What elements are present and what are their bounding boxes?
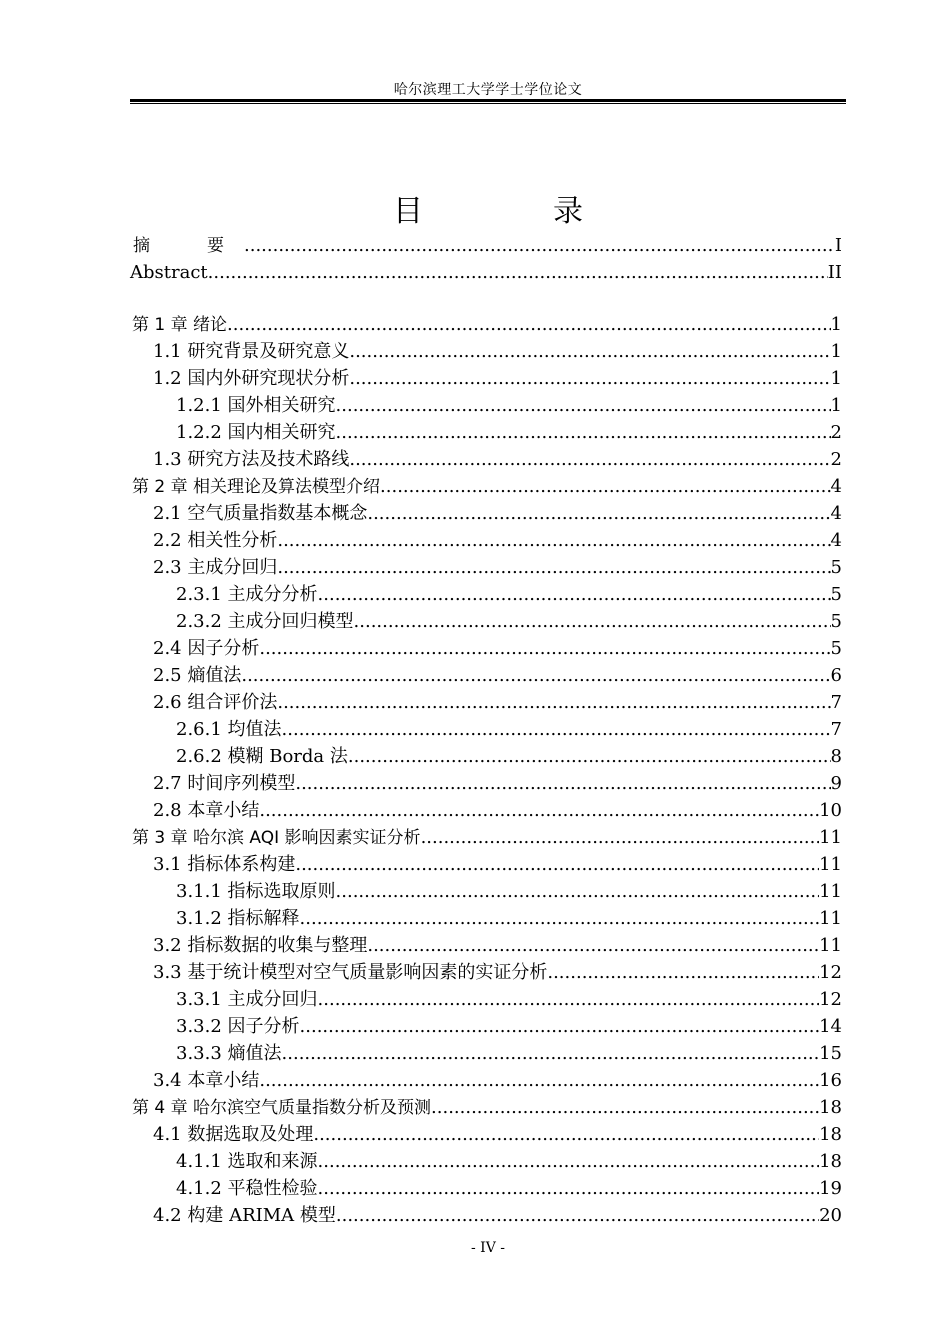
toc-entry[interactable] (130, 1040, 842, 1067)
toc-entry-page: I (834, 235, 842, 256)
page-number: - IV - (470, 1240, 505, 1256)
toc-entry-page: 11 (819, 935, 842, 956)
toc-entry[interactable] (130, 608, 842, 635)
toc-spacer (130, 286, 842, 311)
toc-entry[interactable] (130, 311, 842, 338)
toc-dot-leader (380, 473, 831, 500)
toc-entry-label: 4.1 数据选取及处理 (153, 1124, 314, 1145)
toc-dot-leader (259, 1067, 819, 1094)
toc-entry-page: 1 (830, 368, 842, 389)
toc-entry-page: 7 (830, 719, 842, 740)
toc-entry[interactable] (130, 662, 842, 689)
toc-entry-label: 摘 要 (133, 236, 244, 256)
toc-dot-leader (295, 851, 819, 878)
toc-entry-page: 11 (819, 908, 842, 929)
toc-entry-label: 3.1.2 指标解释 (176, 908, 300, 929)
toc-entry[interactable] (130, 716, 842, 743)
toc-entry-page: 4 (830, 530, 842, 551)
toc-entry[interactable] (130, 1175, 842, 1202)
toc-dot-leader (336, 392, 831, 419)
toc-entry-label: 2.3 主成分回归 (153, 557, 278, 578)
toc-dot-leader (354, 608, 831, 635)
toc-dot-leader (547, 959, 819, 986)
toc-dot-leader (277, 554, 830, 581)
toc-dot-leader (349, 365, 830, 392)
toc-entry-page: 8 (830, 746, 842, 767)
toc-entry-label: 1.3 研究方法及技术路线 (153, 449, 350, 470)
toc-entry-label: 3.2 指标数据的收集与整理 (153, 935, 368, 956)
toc-dot-leader (277, 527, 830, 554)
toc-entry-page: 4 (830, 476, 842, 497)
toc-entry-label: 3.3.2 因子分析 (176, 1016, 300, 1037)
toc-entry-page: 6 (830, 665, 842, 686)
toc-entry-page: 11 (819, 881, 842, 902)
toc-entry[interactable] (130, 932, 842, 959)
toc-dot-leader (336, 1202, 819, 1229)
toc-entry-label: 3.4 本章小结 (153, 1070, 260, 1091)
toc-entry-page: 19 (819, 1178, 842, 1199)
toc-entry-label: 2.3.2 主成分回归模型 (176, 611, 354, 632)
toc-entry[interactable] (130, 419, 842, 446)
toc-dot-leader (336, 878, 820, 905)
toc-dot-leader (318, 1175, 820, 1202)
toc-entry[interactable] (130, 878, 842, 905)
toc-entry-page: 15 (819, 1043, 842, 1064)
toc-entry[interactable] (130, 338, 842, 365)
toc-dot-leader (367, 500, 830, 527)
toc-dot-leader (244, 232, 835, 259)
toc-entry-page: 2 (830, 422, 842, 443)
toc-dot-leader (241, 662, 830, 689)
toc-dot-leader (349, 446, 830, 473)
table-of-contents (130, 232, 842, 1229)
toc-entry-page: 11 (819, 827, 842, 848)
toc-entry-page: 5 (830, 584, 842, 605)
toc-dot-leader (318, 1148, 820, 1175)
toc-entry-page: 14 (819, 1016, 842, 1037)
running-header: 哈尔滨理工大学学士学位论文 (393, 82, 583, 98)
toc-entry-label: 1.2.1 国外相关研究 (176, 395, 336, 416)
toc-entry[interactable] (130, 824, 842, 851)
toc-dot-leader (259, 797, 819, 824)
toc-entry[interactable] (130, 365, 842, 392)
toc-dot-leader (300, 1013, 820, 1040)
toc-entry-label: 4.1.2 平稳性检验 (176, 1178, 318, 1199)
toc-dot-leader (282, 1040, 820, 1067)
toc-entry-label: 第 3 章 哈尔滨 AQI 影响因素实证分析 (132, 828, 421, 848)
toc-dot-leader (336, 419, 831, 446)
toc-entry[interactable] (130, 1121, 842, 1148)
toc-entry-label: Abstract (130, 262, 208, 283)
toc-entry[interactable] (130, 986, 842, 1013)
toc-entry-page: 2 (830, 449, 842, 470)
toc-entry-page: 10 (819, 800, 842, 821)
toc-entry-page: 18 (819, 1151, 842, 1172)
toc-entry[interactable] (130, 743, 842, 770)
toc-entry[interactable] (130, 1013, 842, 1040)
toc-dot-leader (367, 932, 819, 959)
toc-entry[interactable] (130, 473, 842, 500)
toc-entry-label: 3.3.3 熵值法 (176, 1043, 282, 1064)
toc-entry-label: 3.1 指标体系构建 (153, 854, 296, 875)
toc-entry[interactable] (130, 635, 842, 662)
toc-entry-page: 12 (819, 989, 842, 1010)
toc-entry-label: 3.1.1 指标选取原则 (176, 881, 336, 902)
toc-entry-label: 第 1 章 绪论 (132, 315, 228, 335)
header-rule-thin (130, 103, 846, 104)
header-rule-thick (130, 99, 846, 102)
toc-dot-leader (259, 635, 830, 662)
toc-entry-label: 2.8 本章小结 (153, 800, 260, 821)
toc-dot-leader (277, 689, 830, 716)
toc-entry-label: 第 4 章 哈尔滨空气质量指数分析及预测 (132, 1098, 432, 1118)
toc-entry-label: 3.3.1 主成分回归 (176, 989, 318, 1010)
toc-entry[interactable] (130, 392, 842, 419)
toc-entry[interactable] (130, 259, 842, 286)
toc-entry-page: 1 (830, 395, 842, 416)
toc-entry[interactable] (130, 905, 842, 932)
toc-entry[interactable] (130, 500, 842, 527)
toc-entry[interactable] (130, 1067, 842, 1094)
toc-entry-label: 4.2 构建 ARIMA 模型 (153, 1205, 336, 1226)
toc-entry[interactable] (130, 1094, 842, 1121)
toc-entry[interactable] (130, 581, 842, 608)
toc-entry[interactable] (130, 851, 842, 878)
toc-dot-leader (318, 581, 831, 608)
toc-entry-label: 1.1 研究背景及研究意义 (153, 341, 350, 362)
toc-entry-page: 16 (819, 1070, 842, 1091)
toc-entry-page: 20 (819, 1205, 842, 1226)
toc-entry-page: 11 (819, 854, 842, 875)
toc-entry-page: II (827, 262, 842, 283)
toc-dot-leader (227, 311, 831, 338)
toc-entry[interactable] (130, 232, 842, 259)
toc-entry-label: 2.6 组合评价法 (153, 692, 278, 713)
toc-entry-label: 第 2 章 相关理论及算法模型介绍 (132, 477, 381, 497)
toc-dot-leader (313, 1121, 819, 1148)
toc-entry[interactable] (130, 770, 842, 797)
toc-dot-leader (431, 1094, 819, 1121)
toc-entry-page: 5 (830, 611, 842, 632)
toc-entry-page: 1 (830, 314, 842, 335)
toc-dot-leader (282, 716, 831, 743)
toc-entry[interactable] (130, 689, 842, 716)
toc-entry[interactable] (130, 797, 842, 824)
toc-entry-label: 2.4 因子分析 (153, 638, 260, 659)
toc-entry[interactable] (130, 446, 842, 473)
toc-entry-page: 18 (819, 1097, 842, 1118)
toc-entry-label: 2.6.2 模糊 Borda 法 (176, 746, 348, 767)
toc-entry-label: 2.5 熵值法 (153, 665, 242, 686)
toc-entry-page: 9 (830, 773, 842, 794)
toc-entry-label: 1.2.2 国内相关研究 (176, 422, 336, 443)
toc-entry[interactable] (130, 1148, 842, 1175)
toc-dot-leader (300, 905, 820, 932)
toc-entry-page: 7 (830, 692, 842, 713)
toc-entry-label: 4.1.1 选取和来源 (176, 1151, 318, 1172)
toc-entry[interactable] (130, 959, 842, 986)
toc-dot-leader (208, 259, 828, 286)
toc-entry-page: 4 (830, 503, 842, 524)
toc-entry-label: 2.3.1 主成分分析 (176, 584, 318, 605)
toc-entry-label: 1.2 国内外研究现状分析 (153, 368, 350, 389)
toc-entry-label: 2.7 时间序列模型 (153, 773, 296, 794)
toc-entry-label: 2.6.1 均值法 (176, 719, 282, 740)
toc-entry-label: 3.3 基于统计模型对空气质量影响因素的实证分析 (153, 962, 548, 983)
toc-entry[interactable] (130, 554, 842, 581)
toc-entry-page: 18 (819, 1124, 842, 1145)
toc-entry[interactable] (130, 1202, 842, 1229)
toc-title: 目 录 (393, 194, 633, 229)
toc-entry[interactable] (130, 527, 842, 554)
toc-entry-page: 1 (830, 341, 842, 362)
toc-dot-leader (318, 986, 820, 1013)
toc-entry-label: 2.2 相关性分析 (153, 530, 278, 551)
toc-dot-leader (421, 824, 820, 851)
toc-entry-page: 12 (819, 962, 842, 983)
toc-entry-page: 5 (830, 557, 842, 578)
toc-entry-label: 2.1 空气质量指数基本概念 (153, 503, 368, 524)
toc-entry-page: 5 (830, 638, 842, 659)
toc-dot-leader (348, 743, 831, 770)
toc-dot-leader (349, 338, 830, 365)
toc-dot-leader (295, 770, 830, 797)
